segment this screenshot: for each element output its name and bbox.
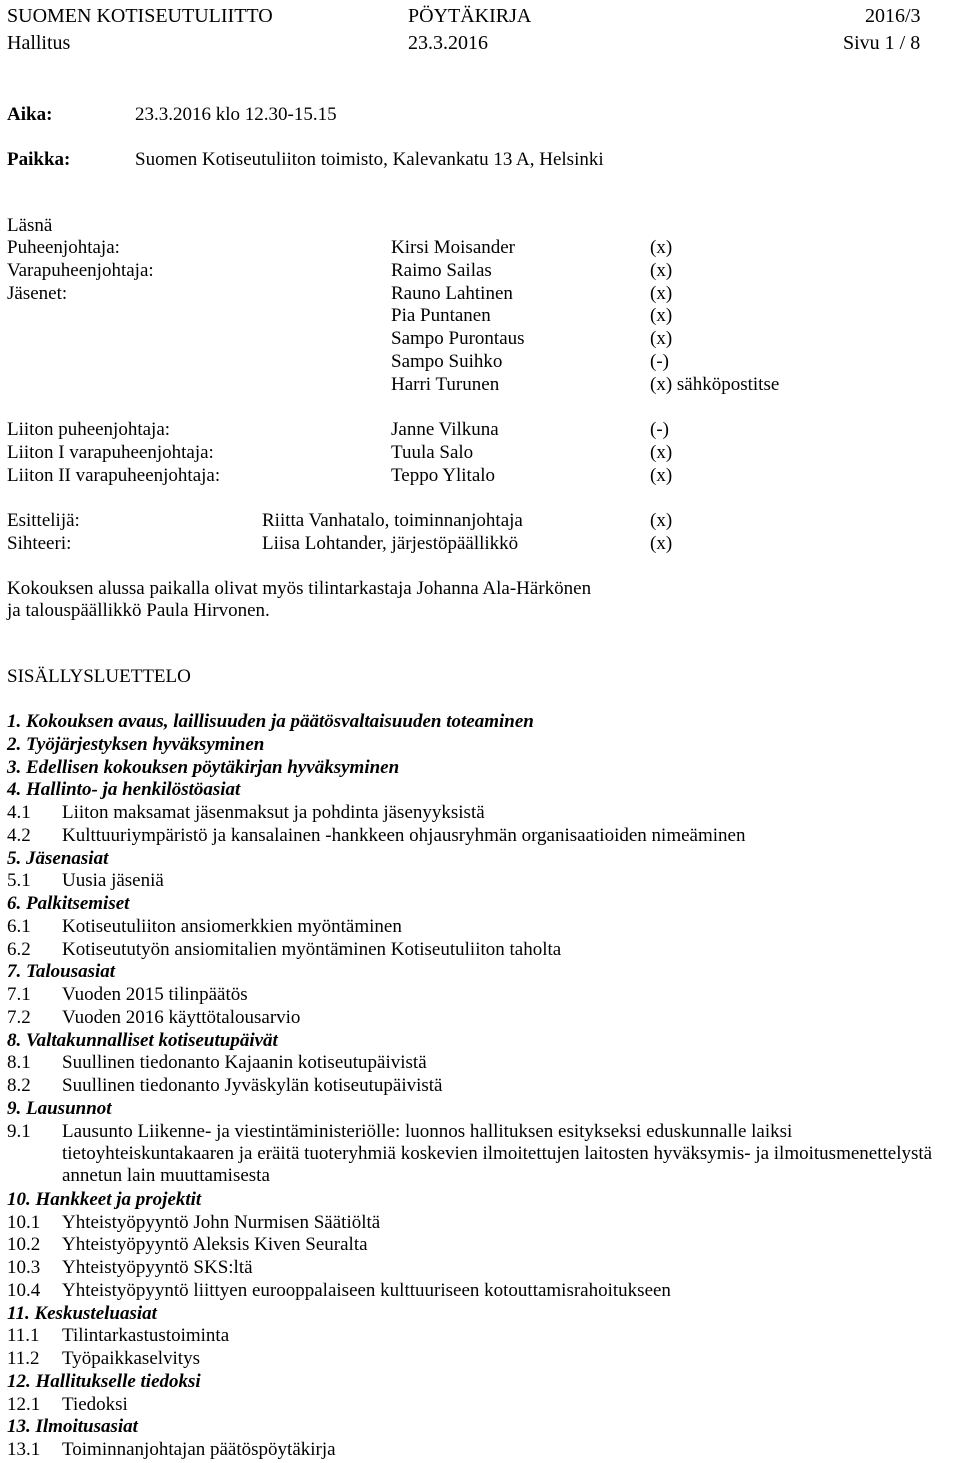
toc-item-text: Tiedoksi xyxy=(62,1393,128,1415)
present-row-name: Rauno Lahtinen xyxy=(391,282,513,304)
toc-section-heading: 11. Keskusteluasiat xyxy=(7,1302,157,1324)
toc-item-number: 4.1 xyxy=(7,802,31,823)
present-row-role: Puheenjohtaja: xyxy=(7,237,120,258)
toc-item-text: Vuoden 2016 käyttötalousarvio xyxy=(62,1006,301,1028)
toc-item-number: 4.2 xyxy=(7,824,31,846)
present-row-name: Sampo Suihko xyxy=(391,351,503,372)
liitto-row-name: Janne Vilkuna xyxy=(391,419,499,440)
toc-section-heading: 3. Edellisen kokouksen pöytäkirjan hyväksyminen xyxy=(7,756,400,778)
toc-item-number: 12.1 xyxy=(7,1393,41,1415)
toc-item-text: Uusia jäseniä xyxy=(62,870,164,892)
toc-section-heading: 8. Valtakunnalliset kotiseutupäivät xyxy=(7,1029,278,1051)
toc-item-text: Suullinen tiedonanto Kajaanin kotiseutupäivistä xyxy=(62,1052,427,1074)
liitto-row-role: Liiton II varapuheenjohtaja: xyxy=(7,464,221,486)
present-row-mark: (-) xyxy=(650,351,669,372)
toc-item-number: 9.1 xyxy=(7,1120,31,1142)
toc-item-text: Kotiseutuliiton ansiomerkkien myöntäminen xyxy=(62,915,402,937)
toc-item-number: 11.2 xyxy=(7,1348,40,1369)
toc-section-heading: 10. Hankkeet ja projektit xyxy=(7,1188,202,1210)
staff-row-role: Esittelijä: xyxy=(7,510,80,531)
liitto-row-name: Tuula Salo xyxy=(391,441,474,463)
toc-section-heading: 7. Talousasiat xyxy=(7,961,116,983)
liitto-row-mark: (x) xyxy=(650,464,673,486)
present-row-mark: (x) xyxy=(650,305,673,327)
toc-item-number: 6.2 xyxy=(7,938,31,960)
toc-section-heading: 6. Palkitsemiset xyxy=(7,893,130,914)
present-row-role: Jäsenet: xyxy=(7,282,68,304)
time-value: 23.3.2016 klo 12.30-15.15 xyxy=(135,104,337,125)
toc-section-heading: 2. Työjärjestyksen hyväksyminen xyxy=(7,733,265,755)
toc-section-heading: 4. Hallinto- ja henkilöstöasiat xyxy=(7,779,241,801)
present-row-name: Raimo Sailas xyxy=(391,259,492,281)
toc-section-heading: 12. Hallitukselle tiedoksi xyxy=(7,1370,201,1392)
toc-item-number: 5.1 xyxy=(7,870,31,892)
toc-item-text: Vuoden 2015 tilinpäätös xyxy=(62,984,248,1005)
toc-item-text: Suullinen tiedonanto Jyväskylän kotiseutupäivistä xyxy=(62,1075,443,1096)
toc-item-number: 7.1 xyxy=(7,984,31,1005)
present-row-mark: (x) xyxy=(650,259,673,281)
toc-section-heading: 1. Kokouksen avaus, laillisuuden ja päätösvaltaisuuden toteaminen xyxy=(7,711,534,732)
toc-item-text: Yhteistyöpyyntö SKS:ltä xyxy=(62,1257,253,1278)
toc-item-number: 8.2 xyxy=(7,1075,31,1096)
toc-item-text: Liiton maksamat jäsenmaksut ja pohdinta jäsenyyksistä xyxy=(62,802,485,823)
toc-item-number: 13.1 xyxy=(7,1439,41,1460)
header-doc-type: PÖYTÄKIRJA xyxy=(408,5,532,27)
header-body: Hallitus xyxy=(7,32,71,54)
toc-item-text: Lausunto Liikenne- ja viestintäministeriölle: luonnos hallituksen esitykseksi eduskunnalle laiksi tietoyhteiskuntakaaren ja eräitä tuoteryhmiä koskevien ilmoitettujen laitosten hyväksymis- ja ilmoitusmenettelystä annetun lain muuttamisesta xyxy=(62,1120,933,1186)
toc-item-text: Tilintarkastustoiminta xyxy=(62,1325,230,1347)
present-row-name: Harri Turunen xyxy=(391,373,500,395)
toc-item-text: Työpaikkaselvitys xyxy=(62,1348,200,1369)
toc-item-text: Yhteistyöpyyntö liittyen eurooppalaiseen kulttuuriseen kotouttamisrahoitukseen xyxy=(62,1279,671,1301)
staff-row-name: Riitta Vanhatalo, toiminnanjohtaja xyxy=(262,510,523,531)
present-row-name: Pia Puntanen xyxy=(391,305,491,327)
staff-row-mark: (x) xyxy=(650,532,673,554)
header-doc-number: 2016/3 xyxy=(865,5,921,27)
time-label: Aika: xyxy=(7,104,53,125)
toc-item-number: 6.1 xyxy=(7,915,31,937)
toc-section-heading: 13. Ilmoitusasiat xyxy=(7,1416,138,1438)
attendance-note-line2: ja talouspäällikkö Paula Hirvonen. xyxy=(7,600,270,621)
header-date: 23.3.2016 xyxy=(408,32,488,54)
header-page: Sivu 1 / 8 xyxy=(843,32,921,54)
place-label: Paikka: xyxy=(7,149,71,170)
liitto-row-role: Liiton I varapuheenjohtaja: xyxy=(7,441,214,463)
header-org: SUOMEN KOTISEUTULIITTO xyxy=(7,5,273,27)
present-row-name: Kirsi Moisander xyxy=(391,237,516,258)
present-row-name: Sampo Purontaus xyxy=(391,328,525,350)
place-value: Suomen Kotiseutuliiton toimisto, Kalevankatu 13 A, Helsinki xyxy=(135,149,604,170)
staff-row-role: Sihteeri: xyxy=(7,532,72,554)
toc-item-number: 11.1 xyxy=(7,1325,40,1347)
liitto-row-role: Liiton puheenjohtaja: xyxy=(7,419,171,440)
staff-row-name: Liisa Lohtander, järjestöpäällikkö xyxy=(262,532,519,554)
toc-section-heading: 9. Lausunnot xyxy=(7,1097,112,1119)
toc-item-number: 7.2 xyxy=(7,1006,31,1028)
present-row-mark: (x) sähköpostitse xyxy=(650,373,780,395)
toc-item-number: 10.1 xyxy=(7,1211,41,1233)
present-row-mark: (x) xyxy=(650,237,673,258)
present-row-mark: (x) xyxy=(650,328,673,350)
toc-item-number: 8.1 xyxy=(7,1052,31,1074)
liitto-row-mark: (-) xyxy=(650,419,669,440)
present-heading: Läsnä xyxy=(7,215,53,236)
present-row-role: Varapuheenjohtaja: xyxy=(7,259,154,281)
attendance-note-line1: Kokouksen alussa paikalla olivat myös tilintarkastaja Johanna Ala-Härkönen xyxy=(7,578,592,599)
toc-item-number: 10.3 xyxy=(7,1257,41,1278)
liitto-row-name: Teppo Ylitalo xyxy=(391,464,496,486)
toc-item-text: Toiminnanjohtajan päätöspöytäkirja xyxy=(62,1439,336,1460)
toc-title: SISÄLLYSLUETTELO xyxy=(7,666,191,687)
liitto-row-mark: (x) xyxy=(650,441,673,463)
present-row-mark: (x) xyxy=(650,282,673,304)
toc-section-heading: 5. Jäsenasiat xyxy=(7,847,109,869)
toc-item-text: Yhteistyöpyyntö Aleksis Kiven Seuralta xyxy=(62,1234,368,1256)
toc-item-text: Kotiseututyön ansiomitalien myöntäminen Kotiseutuliiton taholta xyxy=(62,938,562,960)
toc-item-number: 10.4 xyxy=(7,1279,41,1301)
toc-item-text: Kulttuuriympäristö ja kansalainen -hankkeen ohjausryhmän organisaatioiden nimeäminen xyxy=(62,824,746,846)
toc-item-number: 10.2 xyxy=(7,1234,41,1256)
toc-item-text: Yhteistyöpyyntö John Nurmisen Säätiöltä xyxy=(62,1211,381,1233)
staff-row-mark: (x) xyxy=(650,510,673,531)
